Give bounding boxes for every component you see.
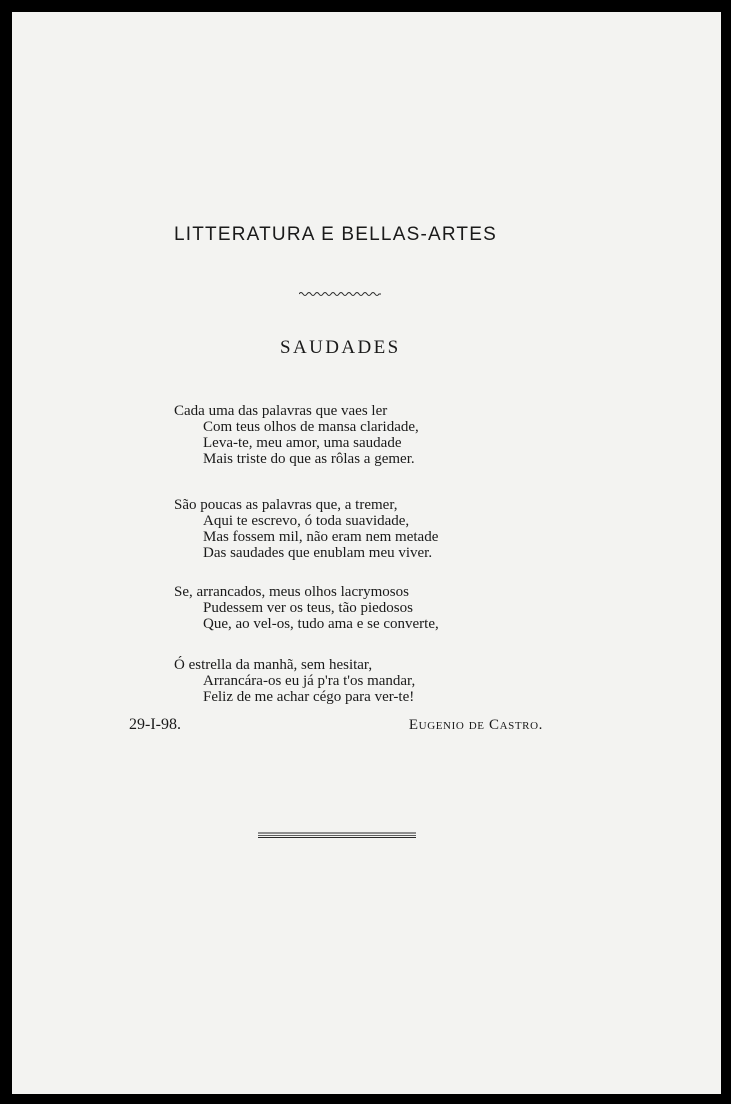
author-signature: Eugenio de Castro. [408, 717, 543, 733]
poem-date: 29-I-98. [129, 716, 181, 733]
stanza-3 [174, 584, 534, 632]
stanza-1 [174, 403, 534, 467]
document-page [12, 12, 721, 1094]
poem-line: Cada uma das palavras que vaes ler [174, 403, 388, 419]
poem-line: Mais triste do que as rôlas a gemer. [203, 451, 415, 467]
poem-line: Pudessem ver os teus, tão piedosos [203, 600, 413, 616]
poem-line: Mas fossem mil, não eram nem metade [203, 529, 439, 545]
poem-line: Feliz de me achar cégo para ver-te! [203, 689, 415, 705]
poem-line: Das saudades que enublam meu viver. [203, 545, 433, 561]
poem-line: Se, arrancados, meus olhos lacrymosos [174, 584, 409, 600]
poem-line: São poucas as palavras que, a tremer, [174, 497, 398, 513]
poem-line: Aqui te escrevo, ó toda suavidade, [203, 513, 410, 529]
stanza-2 [174, 497, 534, 561]
poem-title: SAUDADES [280, 337, 401, 358]
poem-line: Que, ao vel-os, tudo ama e se converte, [203, 616, 439, 632]
poem-line: Leva-te, meu amor, uma saudade [203, 435, 402, 451]
poem-line: Arrancára-os eu já p'ra t'os mandar, [203, 673, 416, 689]
double-rule-divider [258, 832, 416, 838]
stanza-4 [174, 657, 534, 705]
section-title: LITTERATURA E BELLAS-ARTES [174, 224, 497, 245]
poem-line: Com teus olhos de mansa claridade, [203, 419, 419, 435]
poem-line: Ó estrella da manhã, sem hesitar, [174, 657, 373, 673]
wavy-ornament-rule [299, 290, 381, 298]
